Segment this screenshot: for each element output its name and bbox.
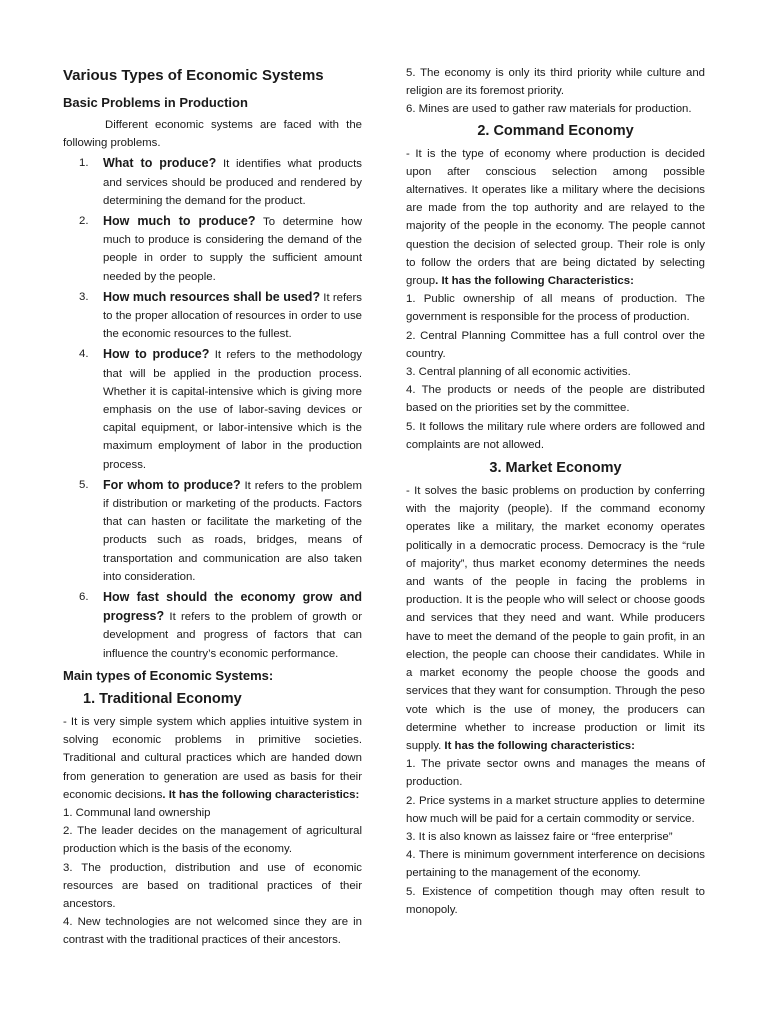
market-description <box>406 482 705 755</box>
command-economy-heading: 2. Command Economy <box>477 122 634 139</box>
list-item <box>63 476 362 586</box>
problem-question: For whom to produce? <box>103 477 241 492</box>
list-item: 3. It is also known as laissez faire or “free enterprise” <box>406 830 673 843</box>
market-desc-text: - It solves the basic problems on production by conferring with the majority (people). If the command economy operates like a military, the market economy operates politically in a democratic process. Democracy is the “rule of majority”, thus market economy determines the needs and wants of the people in facing the problems in production. It is the people who will select or choose goods and services that they need and want. While producers have to meet the demand of the people to gain profit, in an election, the people can choose their candidates. While in a market economy the people choose the goods and services that they want for consumption. Through the peso vote which is the use of money, the producers can determine whether to increase production or limit its supply. <box>406 485 705 752</box>
problem-text: It identifies what products and services should be produced and rendered by determining the demand for the product. <box>103 158 362 207</box>
problem-question: What to produce? <box>103 156 217 171</box>
list-item: 5. It follows the military rule where orders are followed and complaints are not allowed. <box>406 420 705 451</box>
list-item <box>63 154 362 210</box>
item-number: 1. <box>79 157 89 170</box>
list-item: 1. Public ownership of all means of production. The government is responsible for the process of production. <box>406 293 705 324</box>
list-item: 2. Price systems in a market structure applies to determine how much will be paid for a certain commodity or service. <box>406 794 705 825</box>
list-item: 2. The leader decides on the management of agricultural production which is the basis of the economy. <box>63 825 362 856</box>
item-number: 3. <box>79 290 89 303</box>
traditional-economy-heading: 1. Traditional Economy <box>83 690 242 707</box>
list-item <box>63 588 362 663</box>
traditional-description <box>63 713 362 804</box>
list-item: 3. The production, distribution and use of economic resources are based on traditional practices of their ancestors. <box>63 861 362 910</box>
command-description <box>406 145 705 291</box>
basic-problems-intro: Different economic systems are faced with the following problems. <box>63 119 362 150</box>
problem-text: It refers to the methodology that will be applied in the production process. Whether it is capital-intensive which is giving more emphasis on the use of labor-saving devices or capital equipment, or labor-intensive which is the maximum employment of labor in the production process. <box>103 349 362 471</box>
list-item: 4. The products or needs of the people are distributed based on the priorities set by the committee. <box>406 384 705 415</box>
list-item: 1. Communal land ownership <box>63 806 211 819</box>
list-item <box>63 345 362 473</box>
item-number: 4. <box>79 348 89 361</box>
item-number: 5. <box>79 478 89 491</box>
problems-list <box>63 154 362 662</box>
problem-question: How much resources shall be used? <box>103 289 321 304</box>
list-item: 5. Existence of competition though may often result to monopoly. <box>406 885 705 916</box>
list-item: 2. Central Planning Committee has a full control over the country. <box>406 329 705 360</box>
list-item <box>63 288 362 344</box>
list-item: 1. The private sector owns and manages the means of production. <box>406 758 705 789</box>
problem-question: How fast should the economy grow and progress? <box>103 590 362 624</box>
list-item <box>63 212 362 286</box>
list-item: 3. Central planning of all economic activities. <box>406 366 631 379</box>
problem-question: How to produce? <box>103 347 210 362</box>
left-column <box>63 62 362 950</box>
traditional-chars-label: . It has the following characteristics: <box>162 788 360 801</box>
problem-text: It refers to the problem of growth or development and progress of factors that can influence the country’s economic performance. <box>103 611 362 660</box>
list-item: 6. Mines are used to gather raw materials for production. <box>406 103 692 116</box>
item-number: 6. <box>79 591 89 604</box>
market-chars-label: It has the following characteristics: <box>441 739 635 752</box>
problem-text: To determine how much to produce is considering the demand of the people in order to supply the sufficient amount needed by the people. <box>103 216 362 283</box>
item-number: 2. <box>79 215 89 228</box>
command-desc-text: - It is the type of economy where production is decided upon after conscious selection among possible alternatives. It operates like a military where the decisions are made from the top authority and are relayed to the majority of the people in the economy. The people cannot question the decision of selected group. Their role is only to follow the orders that are being dictated by selecting group <box>406 147 705 288</box>
list-item: 5. The economy is only its third priority while culture and religion are its foremost priority. <box>406 67 705 98</box>
problem-question: How much to produce? <box>103 214 256 229</box>
document-title: Various Types of Economic Systems <box>63 67 324 84</box>
basic-problems-heading: Basic Problems in Production <box>63 95 248 110</box>
list-item: 4. There is minimum government interference on decisions pertaining to the management of the economy. <box>406 849 705 880</box>
problem-text: It refers to the proper allocation of resources in order to use the economic resources to the fullest. <box>103 291 362 341</box>
list-item: 4. New technologies are not welcomed since they are in contrast with the traditional practices of their ancestors. <box>63 916 362 947</box>
problem-text: It refers to the problem if distribution or marketing of the products. Factors that can hasten or facilitate the marketing of the products such as roads, bridges, means of transportation and communication are also taken into consideration. <box>103 479 362 583</box>
right-column <box>406 64 705 919</box>
market-economy-heading: 3. Market Economy <box>489 460 622 477</box>
main-types-heading: Main types of Economic Systems: <box>63 667 274 683</box>
command-chars-label: . It has the following Characteristics: <box>435 275 634 288</box>
traditional-desc-text: - It is very simple system which applies intuitive system in solving economic problems in primitive societies. Traditional and cultural practices which are handed down from generation to generation are used as basis for their economic decisions <box>63 715 362 801</box>
